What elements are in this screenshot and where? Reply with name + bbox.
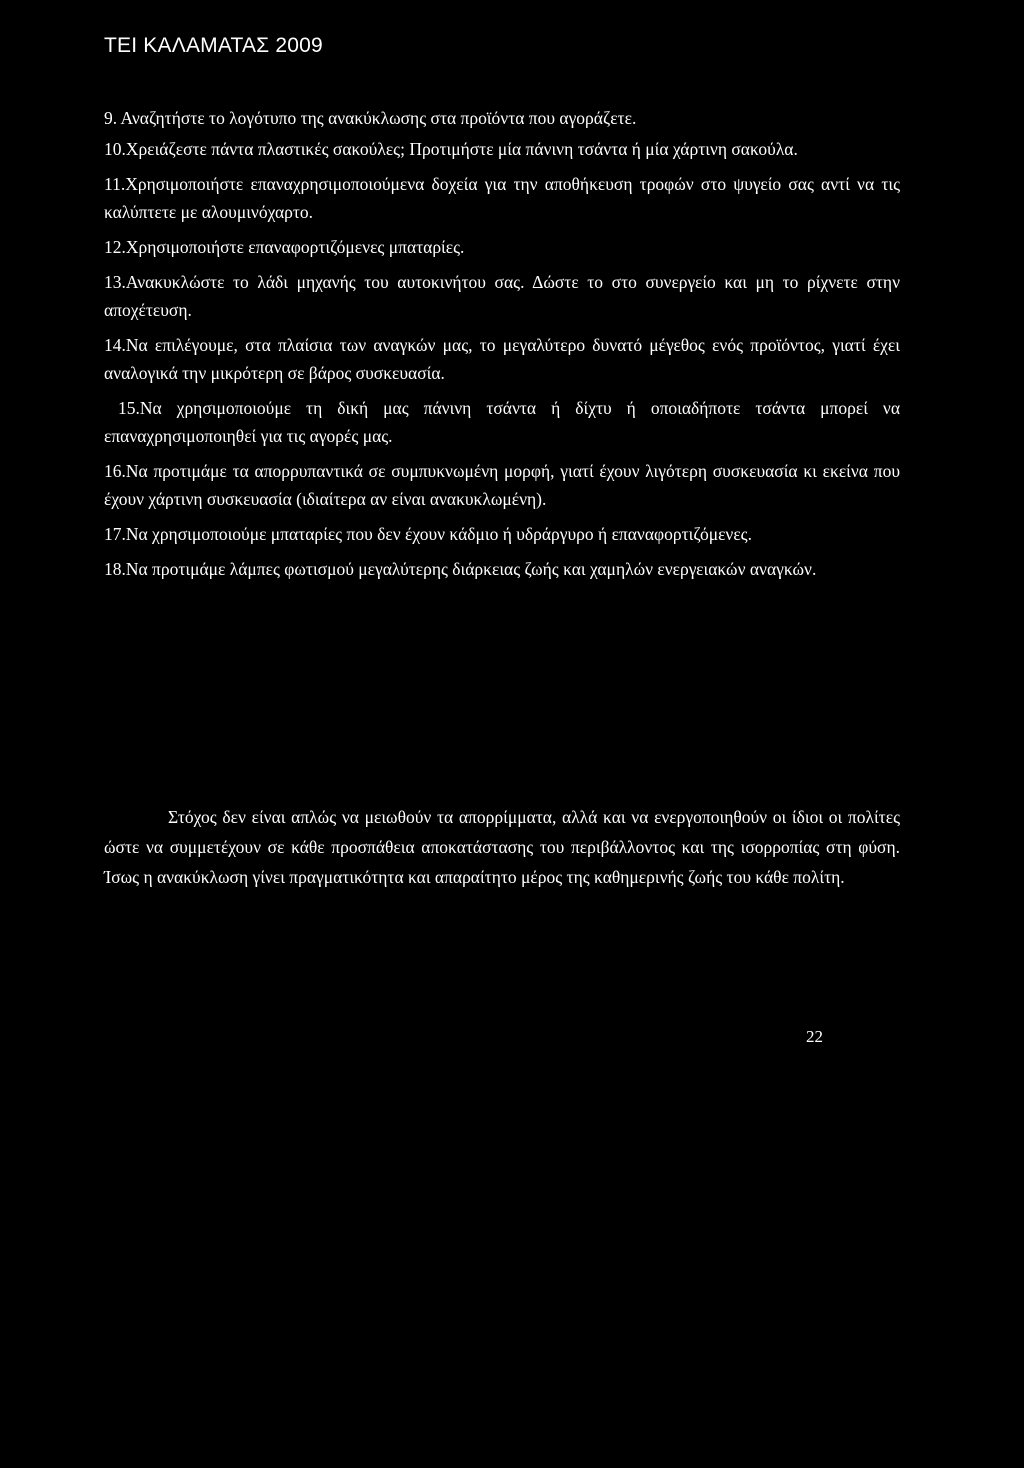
list-item: 15.Να χρησιμοποιούμε τη δική μας πάνινη τσάντα ή δίχτυ ή οποιαδήποτε τσάντα μπορεί να επαναχρησιμοποιηθεί για τις αγορές μας. <box>104 398 900 446</box>
tips-list <box>104 104 900 583</box>
list-item: 17.Να χρησιμοποιούμε μπαταρίες που δεν έχουν κάδμιο ή υδράργυρο ή επαναφορτιζόμενες. <box>104 524 752 544</box>
list-item: 18.Να προτιμάμε λάμπες φωτισμού μεγαλύτερης διάρκειας ζωής και χαμηλών ενεργειακών αναγκών. <box>104 559 817 579</box>
list-item: 10.Χρειάζεστε πάντα πλαστικές σακούλες; Προτιμήστε μία πάνινη τσάντα ή μία χάρτινη σακούλα. <box>104 139 798 159</box>
page-header: ΤΕΙ ΚΑΛΑΜΑΤΑΣ 2009 <box>104 34 323 57</box>
closing-paragraph: Στόχος δεν είναι απλώς να μειωθούν τα απορρίμματα, αλλά και να ενεργοποιηθούν οι ίδιοι οι πολίτες ώστε να συμμετέχουν σε κάθε προσπάθεια αποκατάστασης του περιβάλλοντος και της ισορροπίας στη φύση. Ίσως η ανακύκλωση γίνει πραγματικότητα και απαραίτητο μέρος της καθημερινής ζωής του κάθε πολίτη. <box>104 807 900 887</box>
page-number: 22 <box>806 1027 823 1046</box>
list-item: 12.Χρησιμοποιήστε επαναφορτιζόμενες μπαταρίες. <box>104 237 465 257</box>
list-item: 9. Αναζητήστε το λογότυπο της ανακύκλωσης στα προϊόντα που αγοράζετε. <box>104 108 637 128</box>
list-item: 11.Χρησιμοποιήστε επαναχρησιμοποιούμενα δοχεία για την αποθήκευση τροφών στο ψυγείο σας αντί να τις καλύπτετε με αλουμινόχαρτο. <box>104 174 900 222</box>
list-item: 16.Να προτιμάμε τα απορρυπαντικά σε συμπυκνωμένη μορφή, γιατί έχουν λιγότερη συσκευασία κι εκείνα που έχουν χάρτινη συσκευασία (ιδιαίτερα αν είναι ανακυκλωμένη). <box>104 461 900 509</box>
list-item: 13.Ανακυκλώστε το λάδι μηχανής του αυτοκινήτου σας. Δώστε το στο συνεργείο και μη το ρίχνετε στην αποχέτευση. <box>104 272 900 320</box>
list-item: 14.Να επιλέγουμε, στα πλαίσια των αναγκών μας, το μεγαλύτερο δυνατό μέγεθος ενός προϊόντος, γιατί έχει αναλογικά την μικρότερη σε βάρος συσκευασία. <box>104 335 900 383</box>
